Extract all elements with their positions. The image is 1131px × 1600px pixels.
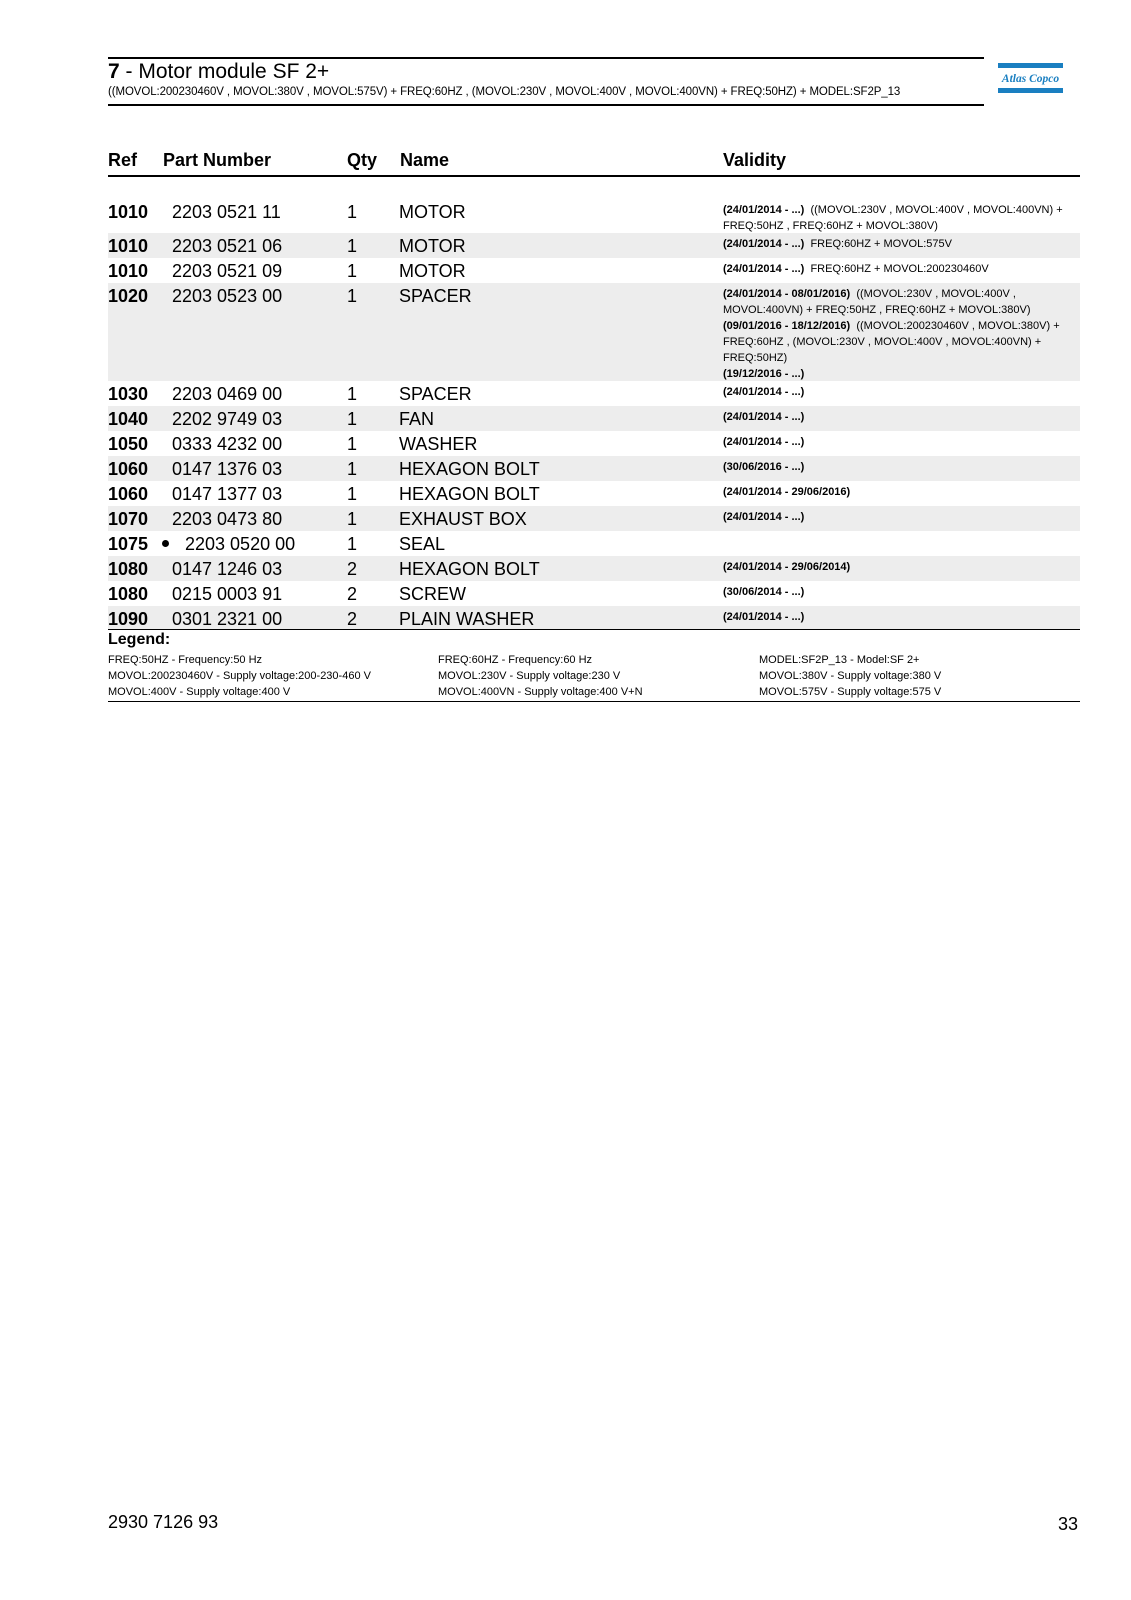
legend-rule [108,701,1080,702]
part-number-cell: 0301 2321 00 [172,609,283,629]
part-number-cell: 2203 0521 11 [172,202,281,222]
ref-cell: 1030 [108,384,149,404]
ref-cell: 1070 [108,509,149,529]
validity-cell [723,609,1078,625]
validity-cell [723,584,1078,600]
validity-date: (24/01/2014 - ...) [723,238,805,250]
part-number-cell: 0215 0003 91 [172,584,283,604]
qty-cell: 1 [347,384,358,404]
legend-item: FREQ:60HZ - Frequency:60 Hz [438,654,593,666]
table-row [108,283,1080,381]
page-number: 33 [1058,1514,1079,1534]
validity-date: (24/01/2014 - ...) [723,386,805,398]
ref-cell: 1075 [108,534,149,554]
legend-item: MOVOL:575V - Supply voltage:575 V [759,686,942,698]
validity-date: (24/01/2014 - ...) [723,411,805,423]
ref-cell: 1010 [108,261,149,281]
qty-cell: 2 [347,609,358,629]
name-cell: HEXAGON BOLT [399,484,540,504]
validity-cell [723,484,1078,500]
qty-cell: 1 [347,459,358,479]
name-cell: SPACER [399,286,472,306]
validity-cell [723,434,1078,450]
qty-cell: 1 [347,236,358,256]
legend-item: MOVOL:400V - Supply voltage:400 V [108,686,291,698]
ref-cell: 1060 [108,484,149,504]
page-title [108,60,329,84]
part-number-cell: 0147 1376 03 [172,459,283,479]
qty-cell: 2 [347,584,358,604]
qty-cell: 1 [347,286,358,306]
ref-cell: 1080 [108,559,149,579]
validity-date: (24/01/2014 - ...) [723,436,805,448]
legend-item: MODEL:SF2P_13 - Model:SF 2+ [759,654,920,666]
validity-date: (24/01/2014 - 29/06/2016) [723,486,851,498]
part-number-cell: 2203 0523 00 [172,286,283,306]
validity-cell [723,509,1078,525]
name-cell: MOTOR [399,202,466,222]
validity-condition: FREQ:60HZ + MOVOL:200230460V [810,263,989,275]
table-row [108,581,1080,606]
name-cell: MOTOR [399,236,466,256]
ref-cell: 1010 [108,236,149,256]
name-cell: FAN [399,409,435,429]
validity-condition: ((MOVOL:230V , MOVOL:400V , MOVOL:400VN) + FREQ:50HZ , FREQ:60HZ + MOVOL:380V) [723,204,1063,232]
model-condition: ((MOVOL:200230460V , MOVOL:380V , MOVOL:575V) + FREQ:60HZ , (MOVOL:230V , MOVOL:400V , MOVOL:400VN) + FREQ:50HZ) + MODEL:SF2P_13 [108,86,901,98]
column-qty: Qty [347,150,378,170]
validity-date: (24/01/2014 - ...) [723,511,805,523]
part-number-cell: 2203 0469 00 [172,384,283,404]
ref-cell: 1050 [108,434,149,454]
section-title: - Motor module SF 2+ [119,60,330,83]
table-row [108,431,1080,456]
legend-title: Legend: [108,631,171,648]
name-cell: MOTOR [399,261,466,281]
document-number: 2930 7126 93 [108,1512,219,1532]
legend-item: MOVOL:400VN - Supply voltage:400 V+N [438,686,643,698]
validity-cell [723,409,1078,425]
section-number: 7 [108,60,120,83]
validity-cell [723,236,1078,252]
qty-cell: 1 [347,202,358,222]
validity-condition: ((MOVOL:230V , MOVOL:400V , MOVOL:400VN) + FREQ:50HZ , FREQ:60HZ + MOVOL:380V) [723,288,1031,316]
part-number-cell: 2203 0521 06 [172,236,283,256]
validity-cell [723,286,1078,382]
validity-date: (30/06/2014 - ...) [723,586,805,598]
validity-date: (24/01/2014 - ...) [723,611,805,623]
validity-date: (09/01/2016 - 18/12/2016) [723,320,851,332]
column-name: Name [400,150,450,170]
validity-date: (19/12/2016 - ...) [723,368,805,380]
validity-cell [723,202,1078,234]
part-number-cell: 2202 9749 03 [172,409,283,429]
name-cell: SCREW [399,584,466,604]
table-row [108,406,1080,431]
table-row [108,556,1080,581]
table-row [108,606,1080,629]
validity-condition: ((MOVOL:200230460V , MOVOL:380V) + FREQ:60HZ , (MOVOL:230V , MOVOL:400V , MOVOL:400VN) + FREQ:50HZ) [723,320,1060,364]
legend-item: FREQ:50HZ - Frequency:50 Hz [108,654,263,666]
atlas-copco-logo [998,63,1063,96]
validity-cell [723,261,1078,277]
qty-cell: 1 [347,509,358,529]
validity-cell [723,459,1078,475]
legend-item: MOVOL:380V - Supply voltage:380 V [759,670,942,682]
ref-cell: 1060 [108,459,149,479]
ref-cell: 1090 [108,609,149,629]
name-cell: PLAIN WASHER [399,609,535,629]
ref-cell: 1020 [108,286,149,306]
name-cell: EXHAUST BOX [399,509,527,529]
qty-cell: 1 [347,434,358,454]
column-validity: Validity [723,150,787,170]
qty-cell: 2 [347,559,358,579]
ref-cell: 1080 [108,584,149,604]
section-header [108,57,984,106]
logo-text: Atlas Copco [1001,73,1060,85]
part-number-cell: 0333 4232 00 [172,434,283,454]
table-row [108,199,1080,233]
validity-cell [723,384,1078,400]
validity-date: (30/06/2016 - ...) [723,461,805,473]
validity-date: (24/01/2014 - 08/01/2016) [723,288,851,300]
legend-item: MOVOL:230V - Supply voltage:230 V [438,670,621,682]
table-row [108,531,1080,556]
legend-item: MOVOL:200230460V - Supply voltage:200-230-460 V [108,670,371,682]
ref-cell: 1010 [108,202,149,222]
column-ref: Ref [108,150,138,170]
table-row [108,506,1080,531]
name-cell: HEXAGON BOLT [399,559,540,579]
name-cell: HEXAGON BOLT [399,459,540,479]
bullet-icon [162,540,169,547]
part-number-cell: 2203 0473 80 [172,509,283,529]
part-number-cell: 0147 1377 03 [172,484,283,504]
validity-date: (24/01/2014 - ...) [723,263,805,275]
table-row [108,233,1080,258]
qty-cell: 1 [347,409,358,429]
validity-date: (24/01/2014 - ...) [723,204,805,216]
table-end-rule [108,629,1080,630]
table-row [108,381,1080,406]
name-cell: SPACER [399,384,472,404]
qty-cell: 1 [347,261,358,281]
name-cell: WASHER [399,434,478,454]
header-rule [108,175,1080,177]
column-part-number: Part Number [163,150,272,170]
qty-cell: 1 [347,484,358,504]
table-row [108,258,1080,283]
validity-date: (24/01/2014 - 29/06/2014) [723,561,851,573]
table-row [108,481,1080,506]
table-row [108,456,1080,481]
part-number-cell: 2203 0521 09 [172,261,283,281]
name-cell: SEAL [399,534,446,554]
part-number-cell: 2203 0520 00 [185,534,296,554]
ref-cell: 1040 [108,409,149,429]
validity-condition: FREQ:60HZ + MOVOL:575V [810,238,952,250]
validity-cell [723,559,1078,575]
qty-cell: 1 [347,534,358,554]
part-number-cell: 0147 1246 03 [172,559,283,579]
